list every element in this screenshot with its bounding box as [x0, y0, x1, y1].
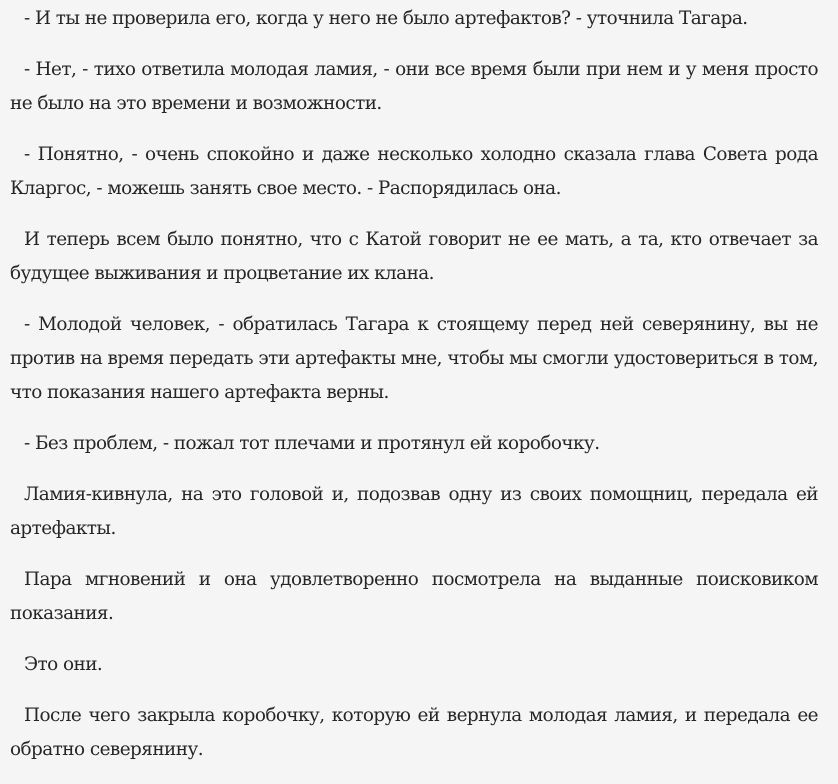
paragraph-7: Ламия-кивнула, на это головой и, подозвав одну из своих помощниц, передала ей артефакты. [10, 484, 818, 539]
paragraph-1: - И ты не проверила его, когда у него не было артефактов? - уточнила Тагара. [24, 8, 748, 29]
paragraph-2: - Нет, - тихо ответила молодая ламия, - они все время были при нем и у меня просто не было на это времени и возможности. [10, 59, 818, 114]
paragraph-8: Пара мгновений и она удовлетворенно посмотрела на выданные поисковиком показания. [10, 569, 818, 624]
paragraph-6: - Без проблем, - пожал тот плечами и протянул ей коробочку. [24, 433, 600, 454]
paragraph-3: - Понятно, - очень спокойно и даже несколько холодно сказала глава Совета рода Кларгос, - можешь занять свое место. - Распорядилась она. [10, 144, 818, 199]
paragraph-5: - Молодой человек, - обратилась Тагара к стоящему перед ней северянину, вы не против на время передать эти артефакты мне, чтобы мы смогли удостовериться в том, что показания нашего артефакта верны. [10, 314, 818, 403]
paragraph-4: И теперь всем было понятно, что с Катой говорит не ее мать, а та, кто отвечает за будущее выживания и процветание их клана. [10, 229, 818, 284]
paragraph-9: Это они. [24, 654, 103, 675]
paragraph-10: После чего закрыла коробочку, которую ей вернула молодая ламия, и передала ее обратно северянину. [10, 705, 818, 760]
reader-text [10, 0, 818, 784]
